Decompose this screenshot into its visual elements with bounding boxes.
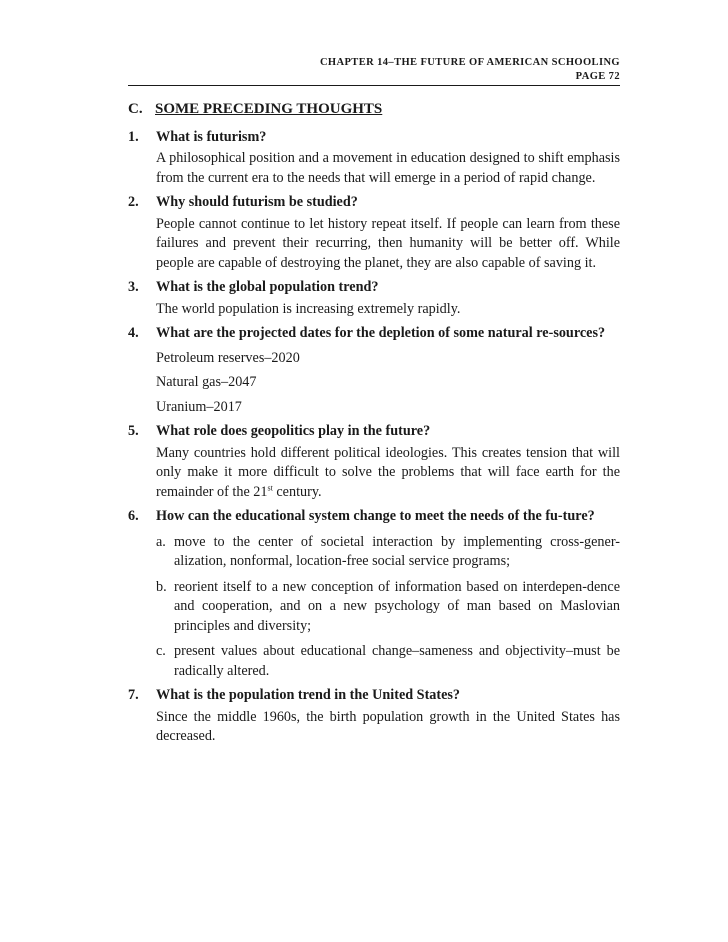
page-content [128, 100, 620, 747]
question-number: 7. [128, 687, 139, 703]
question-number: 1. [128, 128, 139, 145]
resource-item: Natural gas–2047 [156, 374, 257, 390]
chapter-title: CHAPTER 14–THE FUTURE OF AMERICAN SCHOOLING [319, 57, 620, 68]
question-text: What role does geopolitics play in the future? [156, 423, 431, 439]
sub-text: reorient itself to a new conception of information based on interdepen-dence and cooperation, and on a new psychology of man based on Maslovian principles and diversity; [174, 578, 620, 634]
answer-text: Many countries hold different political ideologies. This creates tension that will only make it more difficult to solve the problems that will face earth for the remainder of the 21 [156, 444, 620, 500]
sub-letter: b. [156, 578, 167, 595]
answer-2: People cannot continue to let history repeat itself. If people can learn from these failures and prevent their recurring, then humanity will be better off. While people are capable of destroying the planet, they are also capable of saving it. [156, 215, 620, 271]
ordinal-suffix: st [267, 482, 273, 492]
question-text: Why should futurism be studied? [156, 194, 358, 210]
sub-text: present values about educational change–sameness and objectivity–must be radically altered. [174, 643, 620, 679]
sub-letter: a. [156, 533, 166, 550]
question-text: What is the global population trend? [156, 279, 379, 295]
question-5 [128, 422, 620, 442]
question-2 [128, 193, 620, 213]
sub-item-a [156, 533, 620, 572]
question-number: 6. [128, 508, 139, 524]
answer-7: Since the middle 1960s, the birth population growth in the United States has decreased. [156, 708, 620, 744]
question-7 [128, 686, 620, 706]
sub-item-b [156, 578, 620, 637]
question-6 [128, 507, 620, 527]
question-number: 4. [128, 325, 139, 341]
question-number: 3. [128, 279, 139, 295]
question-number: 2. [128, 194, 139, 210]
question-text: What is futurism? [156, 128, 267, 145]
section-letter: C. [128, 101, 143, 117]
running-header [128, 56, 620, 84]
question-text: How can the educational system change to meet the needs of the fu-ture? [156, 508, 595, 524]
header-rule [128, 85, 620, 86]
answer-1: A philosophical position and a movement in education designed to shift emphasis from the current era to the needs that will emerge in a period of rapid change. [156, 150, 620, 186]
resource-item: Uranium–2017 [156, 398, 242, 415]
resource-item: Petroleum reserves–2020 [156, 349, 300, 366]
question-3 [128, 278, 620, 298]
question-number: 5. [128, 423, 139, 439]
section-heading [128, 100, 620, 120]
sub-text: move to the center of societal interaction by implementing cross-gener-alization, nonformal, location-free social service programs; [174, 533, 620, 569]
answer-5 [156, 444, 620, 503]
question-1 [128, 128, 620, 148]
page-number: PAGE 72 [575, 71, 620, 82]
question-text: What are the projected dates for the depletion of some natural re-sources? [156, 325, 606, 341]
question-text: What is the population trend in the United States? [156, 687, 461, 703]
answer-3: The world population is increasing extremely rapidly. [156, 300, 461, 317]
sub-letter: c. [156, 643, 166, 659]
question-4 [128, 324, 620, 344]
section-title: SOME PRECEDING THOUGHTS [155, 101, 383, 117]
sub-item-c [156, 642, 620, 681]
answer-tail: century. [272, 483, 322, 500]
